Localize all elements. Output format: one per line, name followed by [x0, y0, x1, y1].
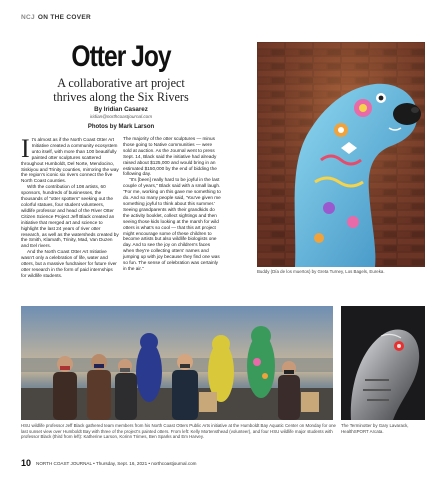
photo-credit: Photos by Mark Larson: [87, 124, 155, 130]
article-column-2: [123, 136, 221, 272]
group-photo-caption: HSU wildlife professor Jeff Black gathered team members from his North Coast Otters Public Arts initiative at the Humboldt Bay Aquatic Center on Monday for one last sunset view over Humboldt Bay with three of the project's painted otters. From left: Kelly Mortensthead (volunteer), and four HSU wildlife major students with professor Black (third from left): Katherine Larson, Korinn Trimes, Ben Sparks and Em Harvey.: [21, 423, 336, 440]
headline: Otter Joy: [71, 40, 171, 73]
section-prefix: NCJ: [21, 14, 35, 21]
page-number: 10: [21, 458, 32, 468]
section-title: ON THE COVER: [37, 14, 91, 21]
drop-cap: I: [21, 134, 30, 163]
page-footer: [21, 458, 197, 468]
paragraph: The majority of the otter sculptures — minus those going to Native communities — were sold at auction. As the Journal went to press Sept. 14, Black said the initiative had already raised about $125,000 and would bring in an estimated $150,000 by the end of bidding the following day.: [123, 136, 217, 177]
otter-sculpture-photo: [257, 42, 425, 267]
paragraph: It's almost as if the North Coast Otter Art Initiative created a community ecosystem unto itself, with more than 100 beautifully painted otter sculptures scattered throughout Humboldt, Del Norte, Mendocino, Siskiyou and Trinity counties, mirroring the way the region's iconic six rivers connect the five North Coast counties.: [21, 134, 119, 184]
group-photo-image: [21, 306, 333, 420]
group-photo: [21, 306, 333, 420]
terminotter-photo: [341, 306, 425, 420]
footer-text: NORTH COAST JOURNAL • Thursday, Sept. 16, 2021 • northcoastjournal.com: [36, 460, 197, 466]
otter-sculpture-image: [257, 42, 425, 267]
section-tag: [21, 14, 91, 21]
paragraph: With the contribution of 108 artists, 60 sponsors, hundreds of businesses, the thousands of "otter spotters" seeking out the colorful statues, four student volunteers, wildlife professor and head of the River Otter Citizen Science Project Jeff Black created an initiative that merged art and science to highlight the last 24 years of river otter research, as well as the watersheds created by the Smith, Klamath, Trinity, Mad, Van Duzen and Eel rivers.: [21, 184, 119, 249]
subhead-line-2: thrives along the Six Rivers: [53, 90, 189, 104]
otter-photo-caption: Buddy (Día de los muertos) by Greta Turney, Los Bagels, Eureka.: [257, 269, 385, 274]
paragraph: "It's [been] really hard to be joyful in the last couple of years," Black said with a small laugh. "For me, working on this gave me something to do. And so many people said, 'You've given me something joyful to think about this summer.' Seeing grandparents with their grandkids do the activity booklet, collect sightings and then seeing those kids looking at the marsh for wild otters is what's so cool — that this art project might encourage some of these children to become artists but also wildlife biologists one day. And to see the joy on children's faces when they're collecting otters' names and jumping up with joy because they find one was so fun. The sense of celebration was certainly in the air.": [123, 177, 221, 271]
subhead: [21, 76, 221, 104]
author-email: iridian@northcoastjournal.com: [89, 114, 153, 119]
paragraph: And the North Coast Otter Art Initiative wasn't only a celebration of life, water and otters, but a massive fundraiser for future river otter research in the form of paid internships for wildlife students.: [21, 249, 117, 278]
subhead-line-1: A collaborative art project: [57, 76, 185, 90]
article-column-1: [21, 134, 119, 279]
byline: By Iridian Casarez: [94, 106, 148, 113]
terminotter-caption: The Terminotter by Gary Lavarack, HealthSPORT Arcata.: [341, 423, 409, 434]
terminotter-image: [341, 306, 425, 420]
